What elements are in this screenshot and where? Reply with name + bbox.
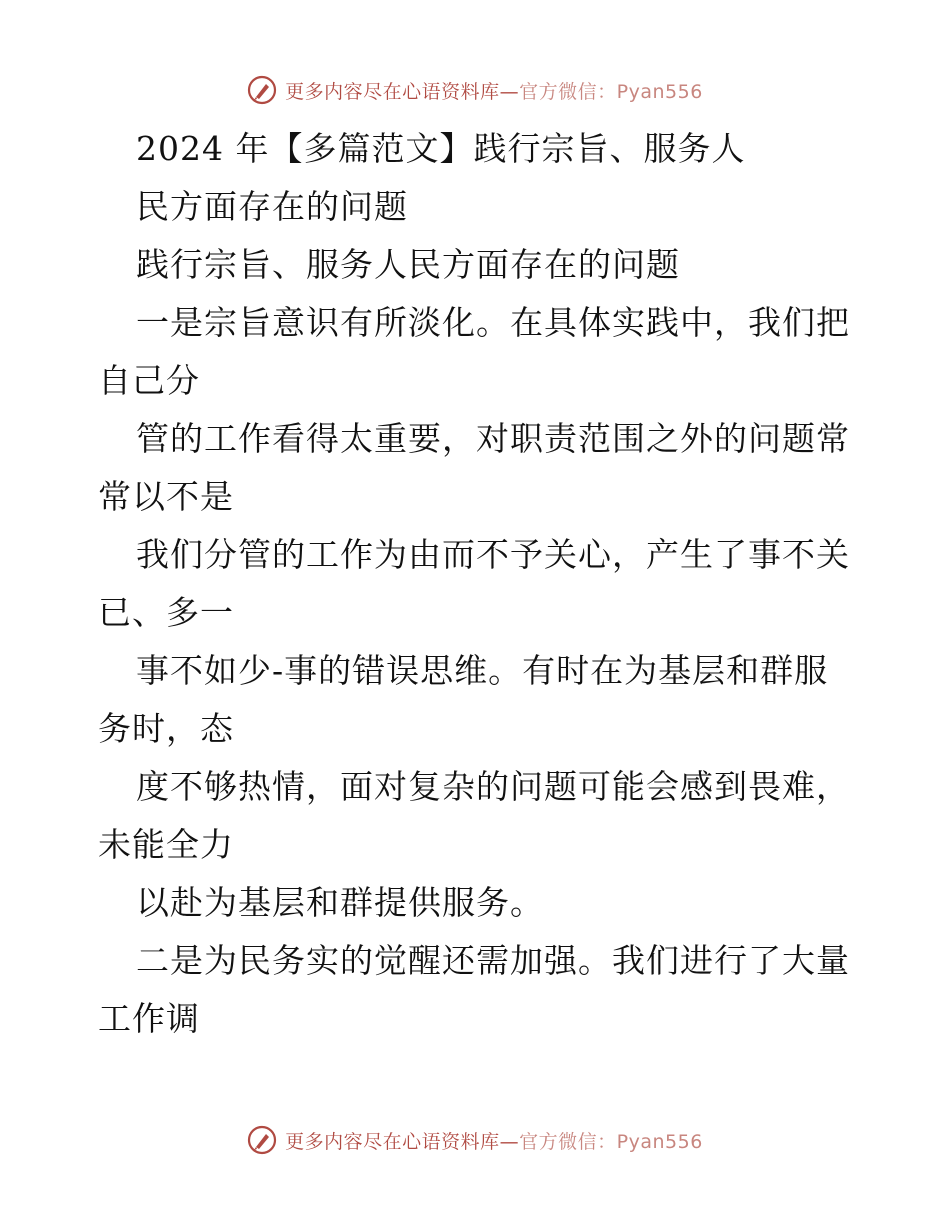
text-line: 自己分 <box>98 361 200 400</box>
pen-nib-logo-icon <box>247 75 277 105</box>
banner-site-text: 更多内容尽在心语资料库— <box>285 80 520 103</box>
text-line: 二是为民务实的觉醒还需加强。我们进行了大量 <box>136 941 850 980</box>
banner-text <box>285 77 703 104</box>
text-line: 常以不是 <box>98 477 234 516</box>
header-banner <box>0 70 950 110</box>
pen-nib-logo-icon <box>247 1125 277 1155</box>
banner-site-text: 更多内容尽在心语资料库— <box>285 1130 520 1153</box>
text-line: 度不够热情，面对复杂的问题可能会感到畏难， <box>136 767 850 806</box>
text-line: 以赴为基层和群提供服务。 <box>136 883 544 922</box>
text-line: 民方面存在的问题 <box>136 187 408 226</box>
text-line: 务时，态 <box>98 709 234 748</box>
text-line: 践行宗旨、服务人民方面存在的问题 <box>136 245 680 284</box>
text-line: 事不如少-事的错误思维。有时在为基层和群服 <box>136 651 829 690</box>
text-line: 管的工作看得太重要，对职责范围之外的问题常 <box>136 419 850 458</box>
banner-wechat-text: 官方微信：Pyan556 <box>519 80 703 103</box>
text-line: 已、多一 <box>98 593 234 632</box>
text-line: 工作调 <box>98 999 200 1038</box>
document-body <box>98 120 858 1048</box>
footer-banner <box>0 1120 950 1160</box>
text-line: 一是宗旨意识有所淡化。在具体实践中，我们把 <box>136 303 850 342</box>
banner-text <box>285 1127 703 1154</box>
text-line: 2024 年【多篇范文】践行宗旨、服务人 <box>136 129 746 168</box>
text-line: 未能全力 <box>98 825 234 864</box>
text-line: 我们分管的工作为由而不予关心，产生了事不关 <box>136 535 850 574</box>
banner-wechat-text: 官方微信：Pyan556 <box>519 1130 703 1153</box>
